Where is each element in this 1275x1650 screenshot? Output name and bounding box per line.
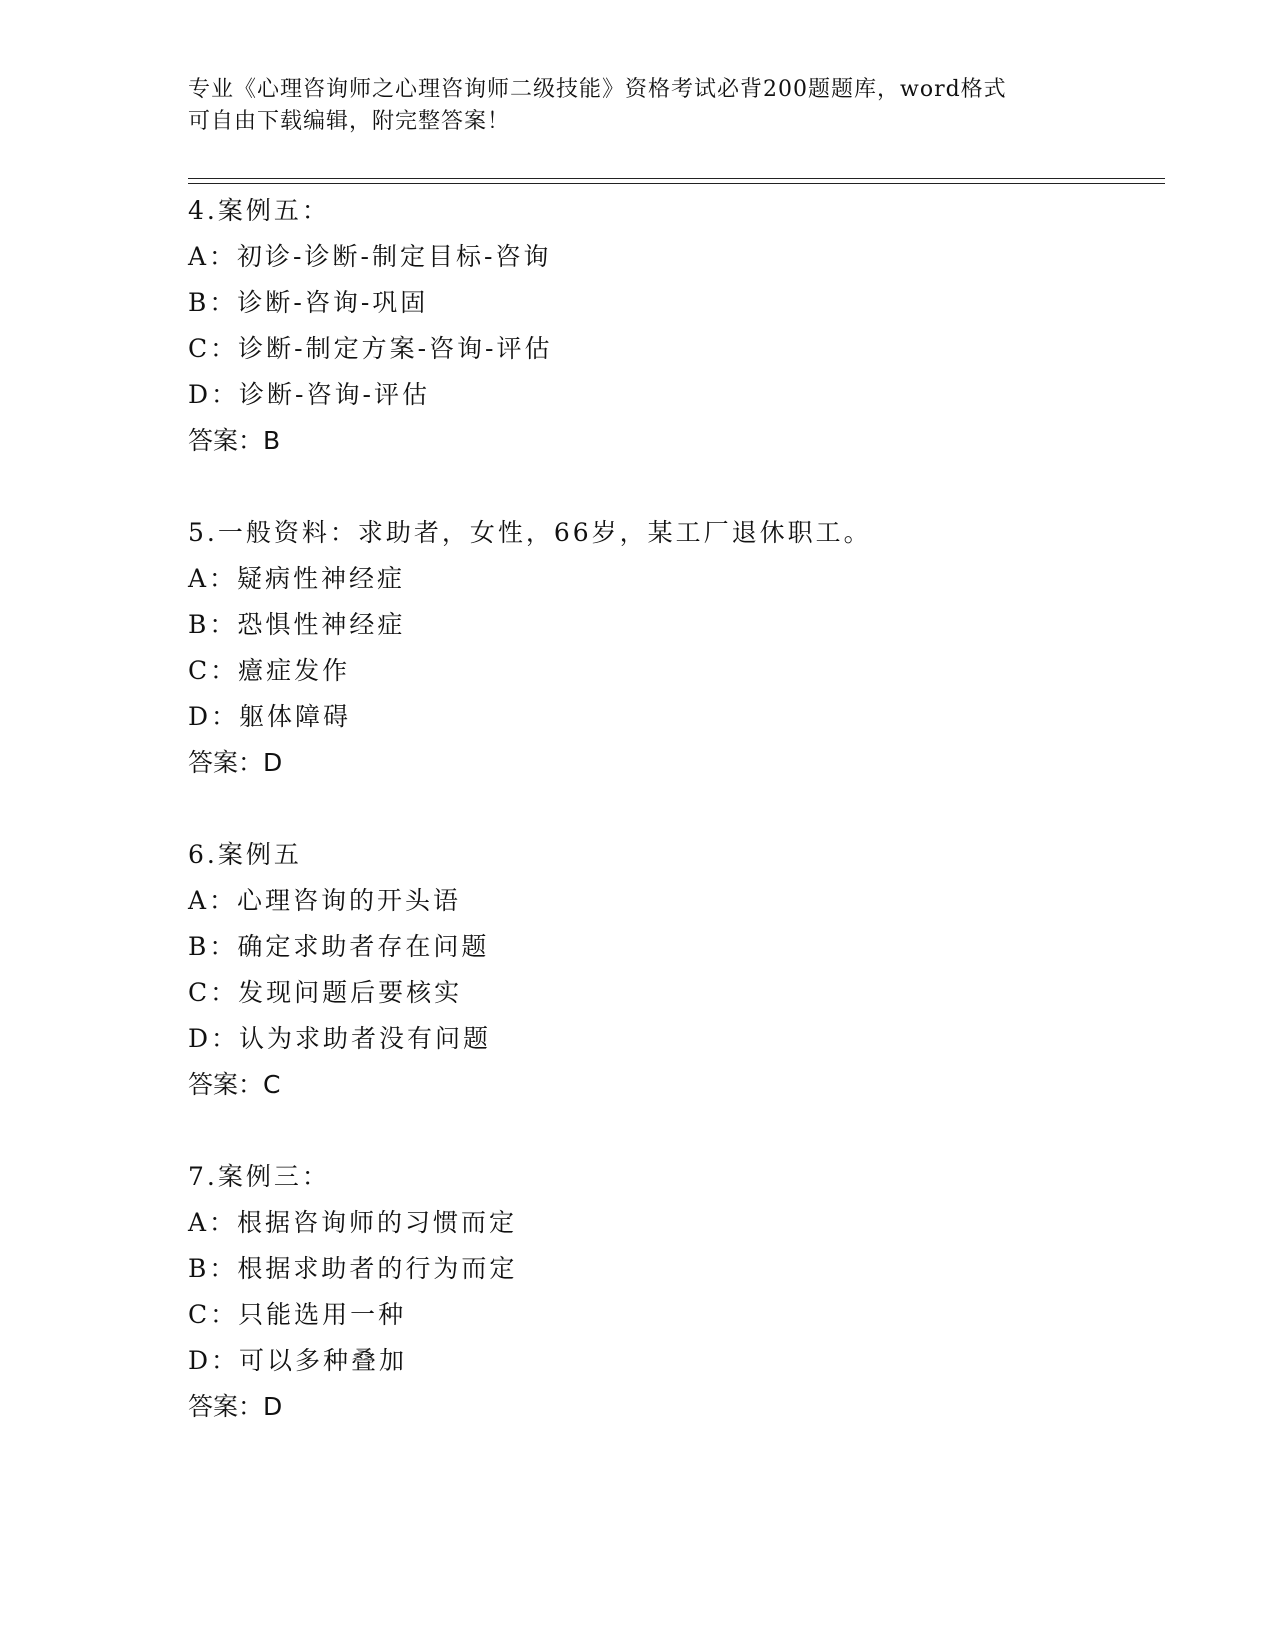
option-b: B：确定求助者存在问题	[188, 932, 490, 961]
question-stem: 6.案例五	[188, 840, 302, 869]
header-divider-bottom	[188, 183, 1165, 184]
header-divider-top	[188, 178, 1165, 179]
option-d: D：躯体障碍	[188, 702, 352, 731]
header-line-1: 专业《心理咨询师之心理咨询师二级技能》资格考试必背200题题库，word格式	[188, 77, 1007, 102]
question-item	[188, 1154, 1148, 1430]
header-line-2: 可自由下载编辑，附完整答案！	[188, 109, 511, 134]
option-a: A：疑病性神经症	[188, 564, 406, 593]
answer-line: 答案：D	[188, 1392, 283, 1421]
option-d: D：可以多种叠加	[188, 1346, 408, 1375]
option-b: B：恐惧性神经症	[188, 610, 406, 639]
option-b: B：诊断-咨询-巩固	[188, 288, 429, 317]
option-b: B：根据求助者的行为而定	[188, 1254, 518, 1283]
question-stem: 5.一般资料：求助者，女性，66岁，某工厂退休职工。	[188, 518, 872, 547]
document-header	[188, 74, 1068, 138]
option-a: A：根据咨询师的习惯而定	[188, 1208, 518, 1237]
option-c: C：诊断-制定方案-咨询-评估	[188, 334, 553, 363]
question-stem: 4.案例五：	[188, 196, 330, 225]
answer-line: 答案：C	[188, 1070, 281, 1099]
option-d: D：诊断-咨询-评估	[188, 380, 430, 409]
question-list	[188, 188, 1148, 1476]
question-stem: 7.案例三：	[188, 1162, 330, 1191]
option-c: C：发现问题后要核实	[188, 978, 463, 1007]
option-c: C：癔症发作	[188, 656, 351, 685]
answer-line: 答案：B	[188, 426, 281, 455]
question-item	[188, 188, 1148, 464]
option-d: D：认为求助者没有问题	[188, 1024, 492, 1053]
option-c: C：只能选用一种	[188, 1300, 407, 1329]
option-a: A：初诊-诊断-制定目标-咨询	[188, 242, 552, 271]
answer-line: 答案：D	[188, 748, 283, 777]
question-item	[188, 510, 1148, 786]
question-item	[188, 832, 1148, 1108]
option-a: A：心理咨询的开头语	[188, 886, 462, 915]
